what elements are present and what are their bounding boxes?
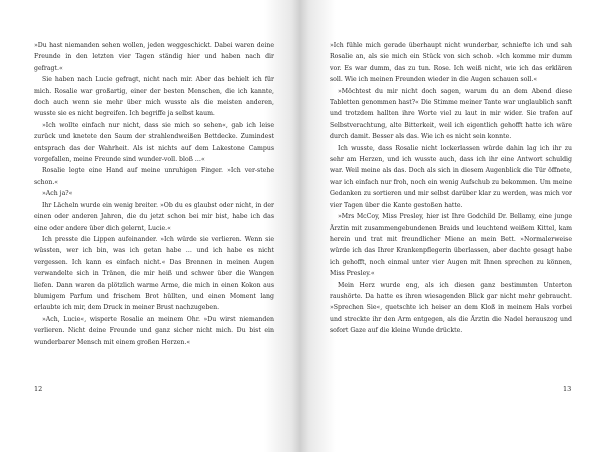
- paragraph: Mein Herz wurde eng, als ich diesen ganz bestimmten Unterton raushörte. Da hatte es ihren wiesagenden Blick gar nicht mehr gebraucht. »Sprechen Sie«, quetschte ich heiser an dem Kloß in meinem Hals vorbei und streckte ihr den Arm entgegen, als die Ärztin die Nadel herauszog und sofort Gaze auf die kleine Wunde drückte.: [330, 281, 572, 335]
- paragraph: »Ich wollte einfach nur nicht, dass sie mich so sehen«, gab ich leise zurück und knetete den Saum der strahlendweißen Bettdecke. Zumindest entsprach das der Wahrheit. Als ist nichts auf dem Lakestone Campus vorgefallen, meine Freunde sind wunder-voll. bloß …«: [34, 121, 274, 164]
- page-number: 12: [34, 385, 43, 393]
- paragraph: Sie haben nach Lucie gefragt, nicht nach mir. Aber das behielt ich für mich. Rosalie war großartig, einer der besten Menschen, die ich kannte, doch auch wenn sie mehr über mich wusste als die meisten anderen, wusste sie es nicht begreifen. Ich begriffe ja selbst kaum.: [34, 76, 274, 118]
- paragraph: »Möchtest du mir nicht doch sagen, warum du an dem Abend diese Tabletten genommen hast?« Die Stimme meiner Tante war unglaublich sanft und trotzdem hallten ihre Worte viel zu laut in mir wider. Sie trafen auf Selbstverachtung, alte Bitterkeit, weil ich eigentlich gehofft hatte ich wäre durch damit. Besser als das. Wie ich es nicht sein konnte.: [330, 87, 572, 141]
- paragraph: »Du hast niemanden sehen wollen, jeden weggeschickt. Dabei waren deine Freunde in den letzten vier Tagen ständig hier und haben nach dir gefragt.«: [34, 42, 274, 72]
- paragraph: Ihr Lächeln wurde ein wenig breiter. »Ob du es glaubst oder nicht, in der einen oder anderen Jahren, die du jetzt schon bei mir bist, habe ich das eine oder andere über dich gelernt, Lucie.«: [34, 201, 274, 232]
- paragraph: »Ach, Lucie«, wisperte Rosalie an meinem Ohr. »Du wirst niemanden verlieren. Nicht deine Freunde und ganz sicher nicht mich. Du bist ein wunderbarer Mensch mit einem großen Herzen.«: [34, 315, 274, 346]
- paragraph: Ich wusste, dass Rosalie nicht lockerlassen würde dahin lag ich ihr zu sehr am Herzen, und ich wusste auch, dass ich ihr eine Antwort schuldig war. Weil meine als das. Doch als sich in diesem Augenblick die Tür öffnete, war ich einfach nur froh, noch ein wenig Aufschub zu bekommen. Um meine Gedanken zu sortieren und mir selbst darüber klar zu werden, was mich vor vier Tagen über die Kante gestoßen hatte.: [330, 144, 572, 209]
- paragraph: Ich presste die Lippen aufeinander. »Ich würde sie verlieren. Wenn sie wüssten, wer ich bin, was ich getan habe … und ich habe es nicht vergessen. Ich kann es einfach nicht.« Das Brennen in meinen Augen verwandelte sich in Tränen, die mir heiß und schwer über die Wangen liefen. Dann waren da plötzlich warme Arme, die mich in einen Kokon aus blumigem Parfum und frischem Brot hüllten, und einen Moment lang erlaubte ich mir, dem Druck in meiner Brust nachzugeben.: [34, 235, 274, 312]
- page-number: 13: [563, 385, 572, 393]
- right-page-text: [330, 40, 572, 337]
- left-page-text: [34, 40, 274, 348]
- paragraph: »Ich fühle mich gerade überhaupt nicht wunderbar, schniefte ich und sah Rosalie an, als sie mich ein Stück von sich schob. »Ich komme mir dumm vor. Es war dumm, das zu tun. Rose. Ich weiß nicht, wie ich das erklären soll. Wie ich meinen Freunden wieder in die Augen schauen soll.«: [330, 42, 572, 84]
- right-page: [300, 0, 600, 452]
- paragraph: »Mrs McCoy, Miss Presley, hier ist Ihre Godchild Dr. Bellamy, eine junge Ärztin mit zusammengebundenen Braids und leuchtend weißem Kittel, kam herein und trat mit freundlicher Miene an mein Bett. »Normalerweise würde ich das Ihrer Krankenpflegerin überlassen, aber dachte gesagt habe ich gehofft, noch einmal unter vier Augen mit Ihnen sprechen zu können, Miss Presley.«: [330, 213, 572, 278]
- paragraph: »Ach ja?«: [42, 190, 73, 198]
- paragraph: Rosalie legte eine Hand auf meine unruhigen Finger. »Ich ver-stehe schon.«: [34, 167, 274, 186]
